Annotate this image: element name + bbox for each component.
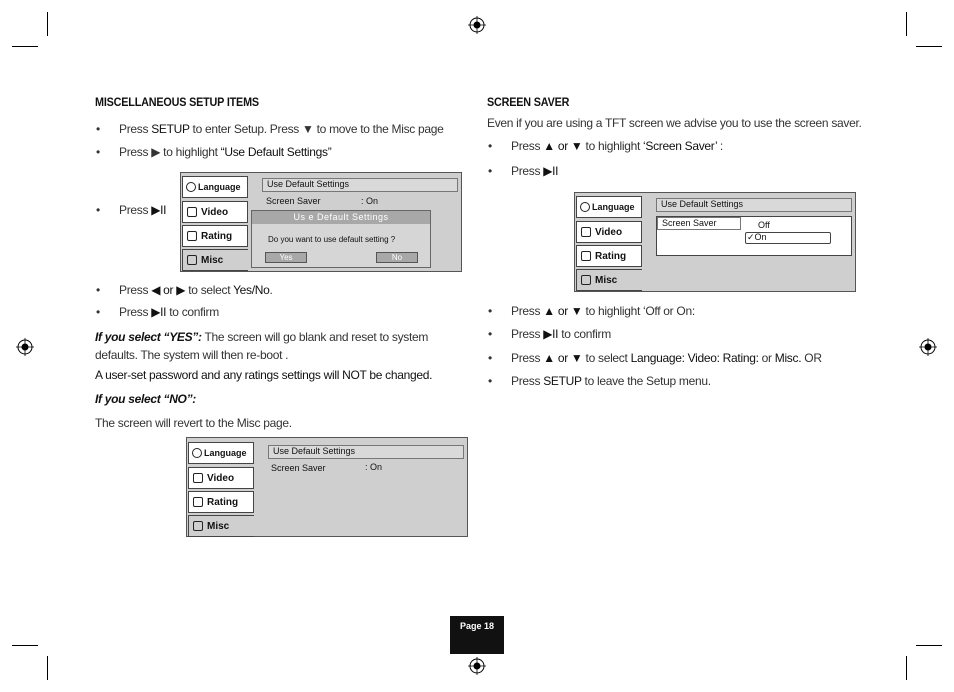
tab-language bbox=[188, 442, 254, 464]
crop-mark bbox=[47, 12, 48, 36]
no-button: No bbox=[376, 252, 418, 263]
text-bold: “Use Default Settings” bbox=[220, 145, 332, 159]
screen-saver-popup bbox=[656, 216, 852, 256]
tab-label: Rating bbox=[201, 230, 233, 242]
bullet-select-page bbox=[488, 351, 822, 365]
osd-menu-screen-saver bbox=[574, 192, 856, 292]
bullet-dot: • bbox=[488, 374, 492, 388]
misc-setup-heading: MISCELLANEOUS SETUP ITEMS bbox=[95, 95, 259, 109]
option-on: ✓On bbox=[747, 232, 767, 242]
use-default-settings-field: Use Default Settings bbox=[262, 178, 458, 192]
bullet-dot: • bbox=[96, 122, 100, 136]
text: or bbox=[758, 351, 775, 365]
text: to confirm bbox=[558, 327, 611, 341]
text: to select bbox=[582, 351, 631, 365]
dialog-title: Us e Default Settings bbox=[252, 211, 430, 224]
text-bold: Language: Video: Rating: bbox=[630, 351, 759, 365]
text-bold: ▲ or ▼ bbox=[543, 304, 583, 318]
bullet-dot: • bbox=[96, 305, 100, 319]
tab-label: Language bbox=[198, 182, 241, 192]
tab-label: Language bbox=[204, 448, 247, 458]
tab-label: Misc bbox=[201, 254, 224, 266]
screen-saver-field: Screen Saver bbox=[657, 217, 741, 230]
registration-mark-icon bbox=[468, 16, 486, 34]
tab-video bbox=[188, 467, 254, 489]
dialog-message: Do you want to use default setting ? bbox=[268, 235, 396, 244]
text: Press bbox=[119, 305, 152, 319]
language-icon bbox=[580, 202, 590, 212]
registration-mark-icon bbox=[919, 338, 937, 356]
text: to confirm bbox=[166, 305, 219, 319]
text-bold: SETUP bbox=[543, 374, 582, 388]
tab-rating bbox=[576, 245, 642, 267]
screen-saver-value: : On bbox=[365, 462, 383, 472]
tab-label: Video bbox=[207, 472, 235, 484]
tab-video bbox=[182, 201, 248, 223]
if-no-label: If you select “NO”: bbox=[95, 392, 196, 406]
tab-misc bbox=[182, 249, 248, 271]
tab-label: Rating bbox=[207, 496, 239, 508]
text-bold: SETUP bbox=[151, 122, 190, 136]
text-bold: ▲ or ▼ bbox=[543, 351, 583, 365]
bullet-dot: • bbox=[488, 351, 492, 365]
screen-saver-value: : On bbox=[361, 196, 379, 206]
text: Press bbox=[511, 304, 544, 318]
misc-icon bbox=[187, 255, 197, 265]
text: Press bbox=[119, 203, 152, 217]
text: OR bbox=[801, 351, 822, 365]
misc-icon bbox=[193, 521, 203, 531]
bullet-dot: • bbox=[96, 145, 100, 159]
bullet-highlight-screen-saver bbox=[488, 139, 723, 153]
bullet-dot: • bbox=[488, 139, 492, 153]
tab-misc bbox=[576, 269, 642, 291]
bullet-press-play bbox=[96, 203, 167, 217]
text-bold: ▶II bbox=[151, 305, 167, 319]
screen-saver-heading: SCREEN SAVER bbox=[487, 95, 570, 109]
tab-label: Video bbox=[595, 226, 623, 238]
bullet-dot: • bbox=[96, 283, 100, 297]
registration-mark-icon bbox=[468, 657, 486, 675]
text: to enter Setup. Press ▼ to move to the Misc page bbox=[189, 122, 444, 136]
tab-label: Video bbox=[201, 206, 229, 218]
bullet-enter-setup bbox=[96, 122, 444, 136]
screen-saver-label: Screen Saver bbox=[266, 196, 321, 206]
osd-menu-default-dialog bbox=[180, 172, 462, 272]
text-bold: ‘Screen Saver’ bbox=[643, 139, 717, 153]
video-icon bbox=[193, 473, 203, 483]
tab-label: Language bbox=[592, 202, 635, 212]
crop-mark bbox=[12, 46, 38, 47]
if-no-text: The screen will revert to the Misc page. bbox=[95, 416, 292, 430]
if-yes-label: If you select “YES”: bbox=[95, 330, 202, 344]
text: to highlight bbox=[582, 139, 644, 153]
text-bold: ▶II bbox=[543, 164, 559, 178]
text: Press bbox=[511, 351, 544, 365]
text-bold: Yes/No bbox=[233, 283, 270, 297]
osd-menu-misc bbox=[186, 437, 468, 537]
tab-label: Misc bbox=[595, 274, 618, 286]
tab-language bbox=[576, 196, 642, 218]
screen-saver-intro: Even if you are using a TFT screen we advise you to use the screen saver. bbox=[487, 116, 862, 130]
bullet-select-yes-no bbox=[96, 283, 273, 297]
bullet-dot: • bbox=[488, 327, 492, 341]
text: Press bbox=[119, 283, 152, 297]
crop-mark bbox=[12, 645, 38, 646]
text: . bbox=[269, 283, 273, 297]
text-bold: ▶II bbox=[151, 203, 167, 217]
bullet-dot: • bbox=[96, 203, 100, 217]
page-number: Page 18 bbox=[450, 616, 504, 654]
text: Press bbox=[511, 327, 544, 341]
option-off: Off bbox=[758, 220, 770, 230]
use-default-settings-field: Use Default Settings bbox=[656, 198, 852, 212]
screen-saver-label: Screen Saver bbox=[271, 463, 326, 473]
lock-icon bbox=[187, 231, 197, 241]
text: to select bbox=[185, 283, 234, 297]
bullet-highlight-default bbox=[96, 145, 332, 159]
text: : bbox=[716, 139, 723, 153]
text: Press bbox=[119, 122, 152, 136]
language-icon bbox=[192, 448, 202, 458]
text: to leave the Setup menu. bbox=[581, 374, 711, 388]
bullet-confirm bbox=[96, 305, 219, 319]
tab-rating bbox=[188, 491, 254, 513]
bullet-dot: • bbox=[488, 164, 492, 178]
crop-mark bbox=[906, 656, 907, 680]
text-bold: ◀ or ▶ bbox=[151, 283, 186, 297]
default-settings-dialog bbox=[251, 210, 431, 268]
bullet-leave-setup bbox=[488, 374, 711, 388]
lock-icon bbox=[581, 251, 591, 261]
use-default-settings-field: Use Default Settings bbox=[268, 445, 464, 459]
tab-rating bbox=[182, 225, 248, 247]
lock-icon bbox=[193, 497, 203, 507]
bullet-confirm bbox=[488, 327, 611, 341]
text: Press bbox=[511, 374, 544, 388]
tab-label: Rating bbox=[595, 250, 627, 262]
text-bold: ▲ or ▼ bbox=[543, 139, 583, 153]
bullet-highlight-off-on bbox=[488, 304, 695, 318]
tab-label: Misc bbox=[207, 520, 230, 532]
crop-mark bbox=[47, 656, 48, 680]
crop-mark bbox=[906, 12, 907, 36]
if-yes-paragraph bbox=[95, 328, 455, 364]
yes-button: Yes bbox=[265, 252, 307, 263]
text: to highlight ‘Off or On: bbox=[582, 304, 695, 318]
language-icon bbox=[186, 182, 196, 192]
tab-misc bbox=[188, 515, 254, 537]
text: Press ▶ to highlight bbox=[119, 145, 221, 159]
tab-language bbox=[182, 176, 248, 198]
video-icon bbox=[581, 227, 591, 237]
text-bold: ▶II bbox=[543, 327, 559, 341]
if-yes-text: The screen will go blank and reset to system defaults. The system will then re-boot . bbox=[95, 330, 429, 362]
crop-mark bbox=[916, 645, 942, 646]
text: Press bbox=[511, 164, 544, 178]
password-warning: A user-set password and any ratings settings will NOT be changed. bbox=[95, 368, 433, 382]
text-bold: Misc. bbox=[774, 351, 802, 365]
misc-icon bbox=[581, 275, 591, 285]
video-icon bbox=[187, 207, 197, 217]
tab-video bbox=[576, 221, 642, 243]
bullet-press-play bbox=[488, 164, 559, 178]
text: Press bbox=[511, 139, 544, 153]
crop-mark bbox=[916, 46, 942, 47]
registration-mark-icon bbox=[16, 338, 34, 356]
bullet-dot: • bbox=[488, 304, 492, 318]
